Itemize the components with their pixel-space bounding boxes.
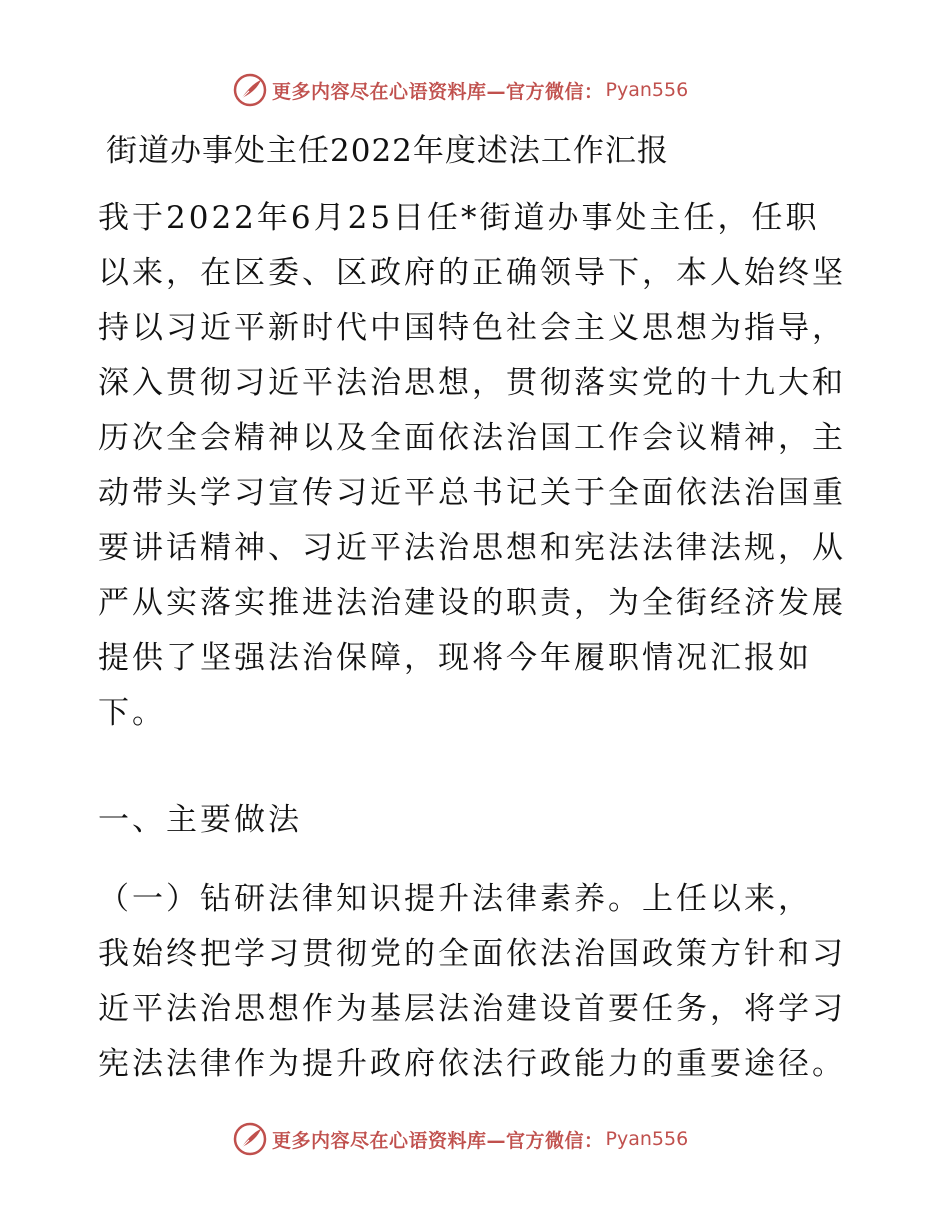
feather-pen-logo-icon bbox=[232, 1121, 268, 1157]
watermark-text: 更多内容尽在心语资料库—官方微信： bbox=[272, 1129, 604, 1152]
paragraph-line: 宪法法律作为提升政府依法行政能力的重要途径。 bbox=[98, 1046, 846, 1082]
paragraph-line: （一）钻研法律知识提升法律素养。上任以来， bbox=[98, 881, 812, 917]
feather-pen-logo-icon bbox=[232, 72, 268, 108]
intro-paragraph bbox=[98, 191, 858, 741]
paragraph-line: 下。 bbox=[98, 695, 166, 731]
paragraph-line: 要讲话精神、习近平法治思想和宪法法律法规，从 bbox=[98, 530, 846, 566]
watermark-footer bbox=[232, 1121, 688, 1157]
paragraph-line: 动带头学习宣传习近平总书记关于全面依法治国重 bbox=[98, 475, 846, 511]
paragraph-line: 近平法治思想作为基层法治建设首要任务，将学习 bbox=[98, 991, 846, 1027]
watermark-header bbox=[232, 72, 688, 108]
paragraph-line: 我于2022年6月25日任*街道办事处主任，任职 bbox=[98, 200, 820, 236]
watermark-handle: Pyan556 bbox=[605, 79, 689, 101]
paragraph-line: 以来，在区委、区政府的正确领导下，本人始终坚 bbox=[98, 255, 846, 291]
paragraph-line: 持以习近平新时代中国特色社会主义思想为指导， bbox=[98, 310, 846, 346]
watermark-handle: Pyan556 bbox=[605, 1128, 689, 1150]
section-heading-text: 一、主要做法 bbox=[98, 802, 302, 838]
section-heading bbox=[98, 793, 858, 848]
paragraph-line: 深入贯彻习近平法治思想，贯彻落实党的十九大和 bbox=[98, 365, 846, 401]
paragraph-line: 我始终把学习贯彻党的全面依法治国政策方针和习 bbox=[98, 936, 846, 972]
paragraph-line: 提供了坚强法治保障，现将今年履职情况汇报如 bbox=[98, 640, 812, 676]
document-title: 街道办事处主任2022年度述法工作汇报 bbox=[106, 133, 669, 169]
subsection-paragraph bbox=[98, 872, 858, 1092]
paragraph-line: 严从实落实推进法治建设的职责，为全街经济发展 bbox=[98, 585, 846, 621]
paragraph-line: 历次全会精神以及全面依法治国工作会议精神，主 bbox=[98, 420, 846, 456]
watermark-text: 更多内容尽在心语资料库—官方微信： bbox=[272, 80, 604, 103]
